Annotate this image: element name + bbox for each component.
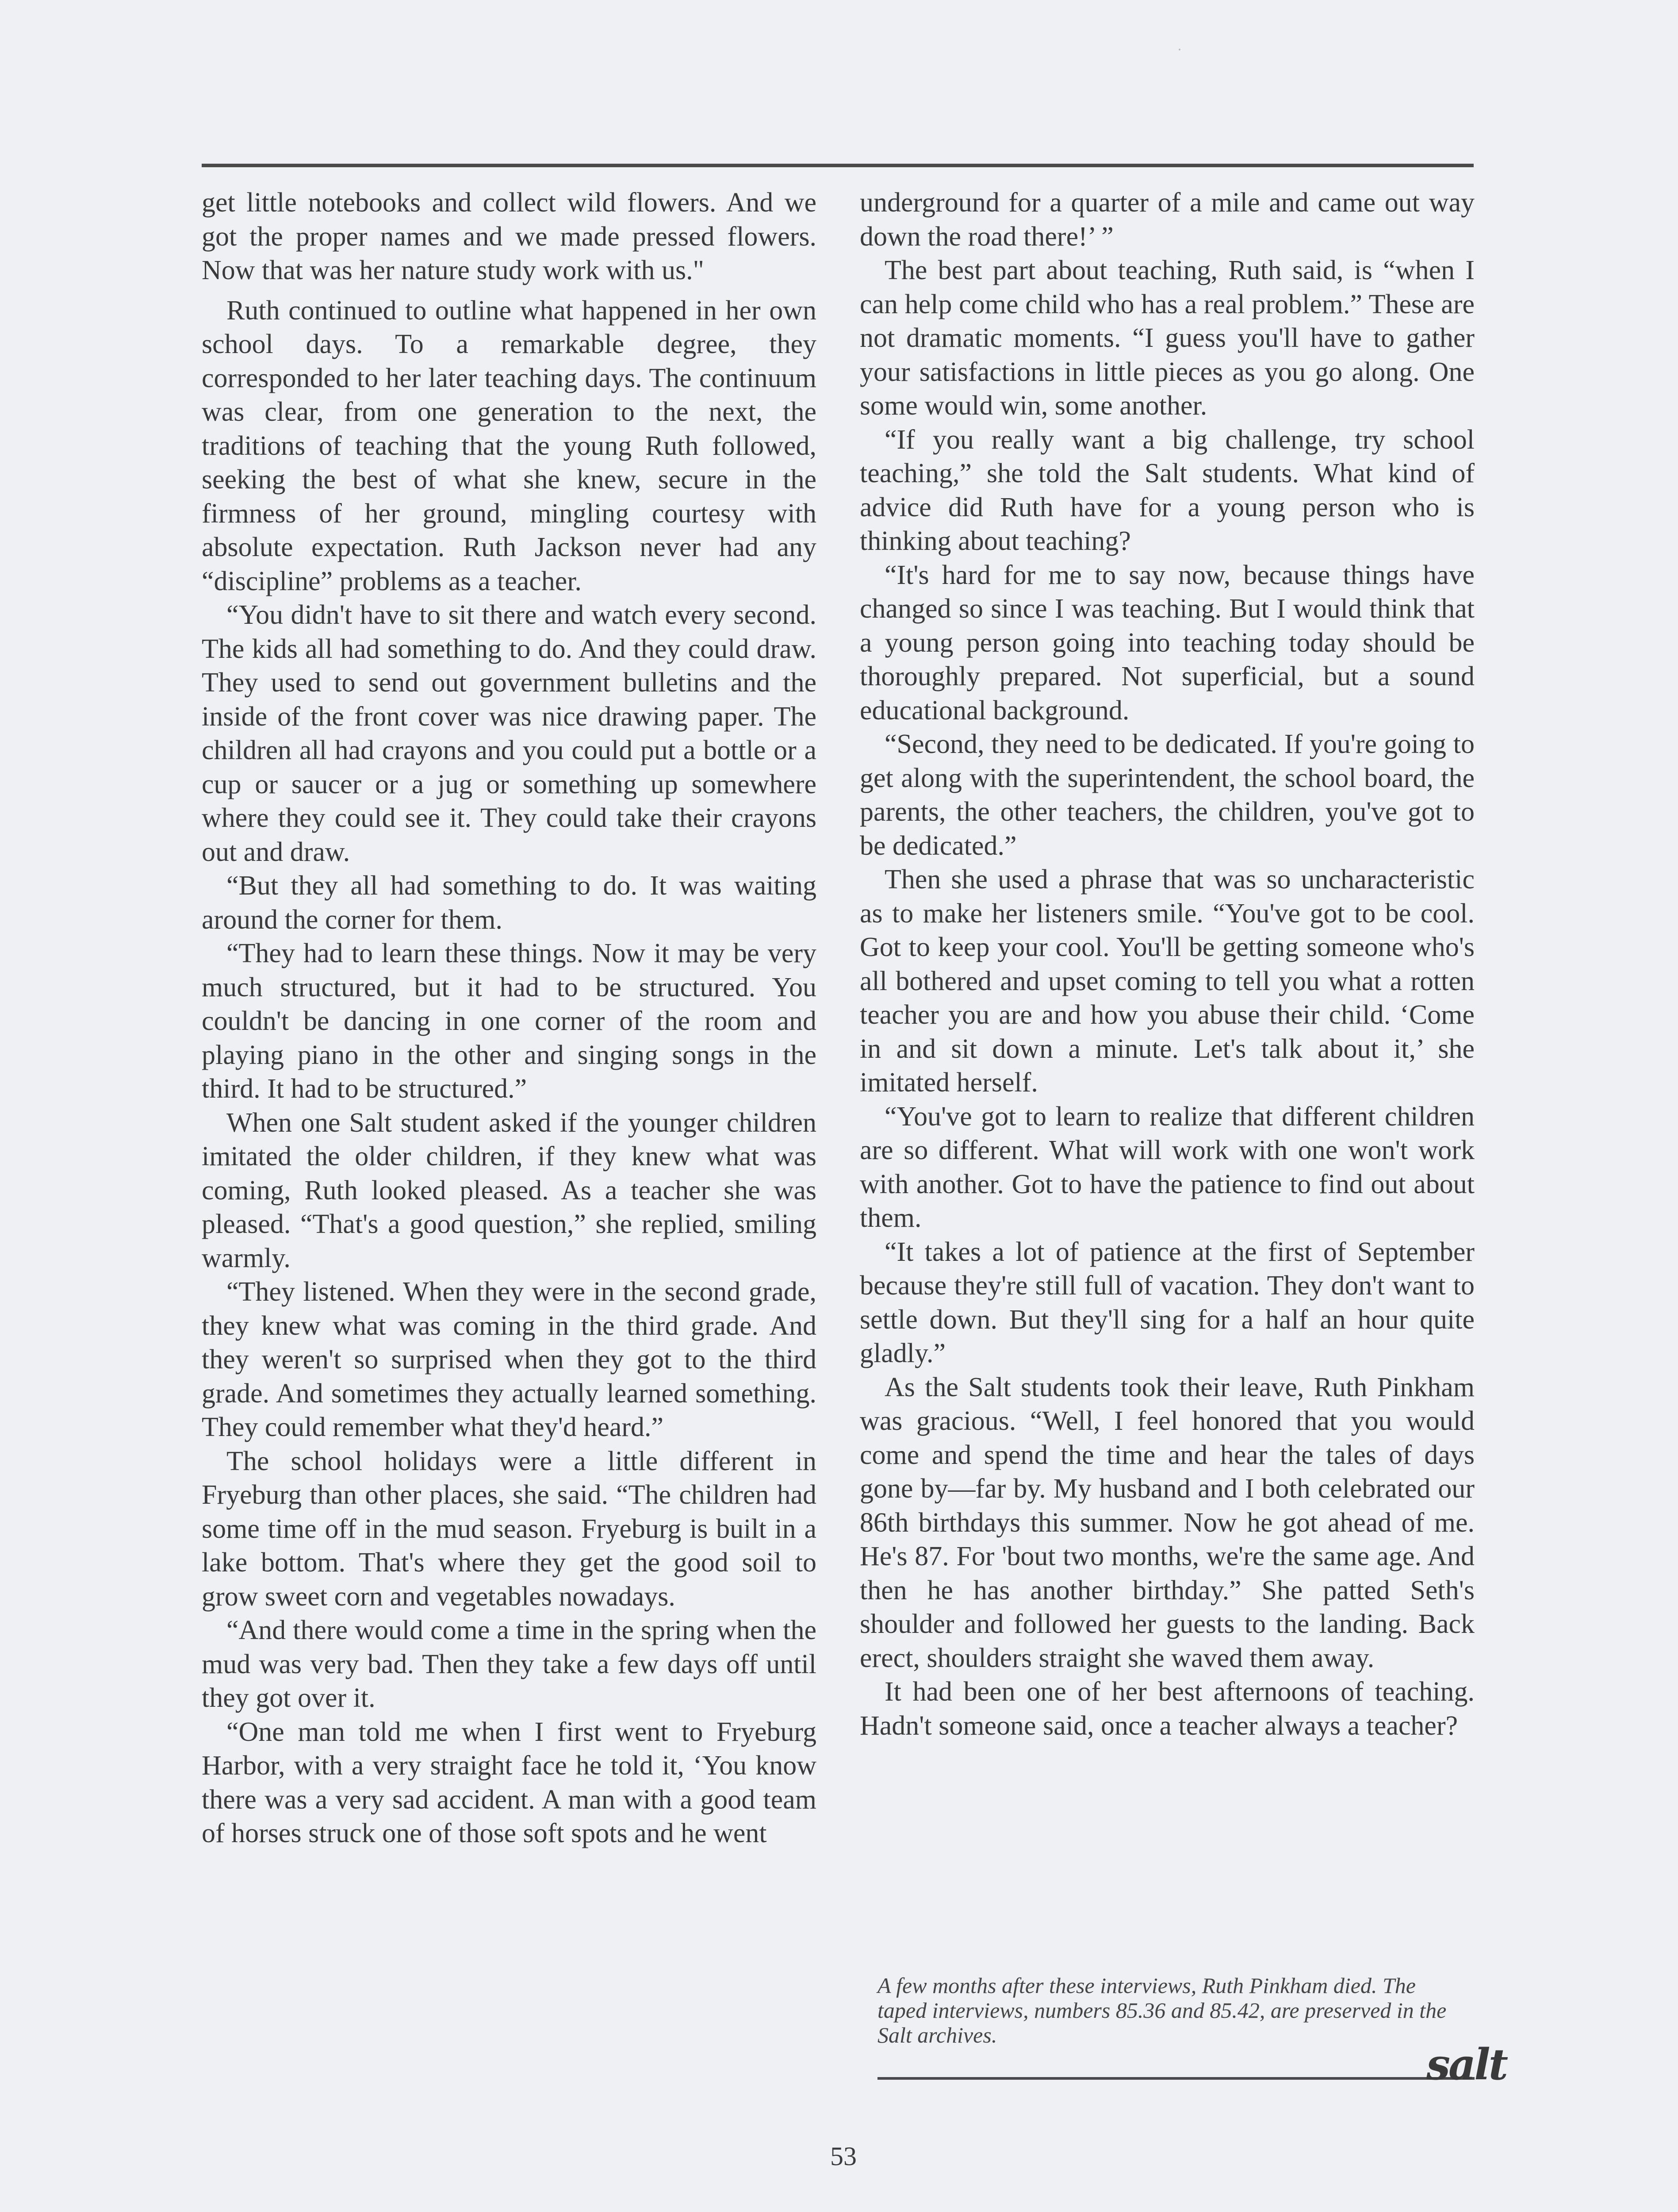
paragraph: It had been one of her best afternoons of teaching. Hadn't someone said, once a teacher always a teacher?	[860, 1677, 1475, 1741]
paragraph: “You didn't have to sit there and watch every second. The kids all had something to do. And they could draw. They used to send out government bulletins and the inside of the front cover was nice drawing paper. The children all had crayons and you could put a bottle or a cup or saucer or a jug or something up somewhere where they could see it. They could take their crayons out and draw.	[202, 600, 816, 867]
paragraph: “But they all had something to do. It was waiting around the corner for them.	[202, 871, 816, 935]
paper-speck	[1179, 49, 1180, 50]
paragraph: get little notebooks and collect wild flowers. And we got the proper names and we made pressed flowers. Now that was her nature study work with us."	[202, 188, 816, 285]
editorial-footnote: A few months after these interviews, Ruth Pinkham died. The taped interviews, numbers 85.36 and 85.42, are preserved in the Salt archives.	[877, 1973, 1447, 2047]
paragraph: Then she used a phrase that was so uncharacteristic as to make her listeners smile. “You've got to be cool. Got to keep your cool. You'll be getting someone who's all bothered and upset coming to tell you what a rotten teacher you are and how you abuse their child. ‘Come in and sit down a minute. Let's talk about it,’ she imitated herself.	[860, 864, 1475, 1098]
paragraph: “It takes a lot of patience at the first of September because they're still full of vacation. They don't want to settle down. But they'll sing for a half an hour quite gladly.”	[860, 1237, 1475, 1368]
paragraph: “If you really want a big challenge, try school teaching,” she told the Salt students. What kind of advice did Ruth have for a young person who is thinking about teaching?	[860, 424, 1475, 556]
salt-logo: salt	[1426, 2039, 1507, 2089]
paragraph: The school holidays were a little different in Fryeburg than other places, she said. “The children had some time off in the mud season. Fryeburg is built in a lake bottom. That's where they get the good soil to grow sweet corn and vegetables nowadays.	[202, 1446, 816, 1612]
paragraph: “They listened. When they were in the second grade, they knew what was coming in the third grade. And they weren't so surprised when they got to the third grade. And sometimes they actually learned something. They could remember what they'd heard.”	[202, 1277, 816, 1442]
paragraph: “One man told me when I first went to Fryeburg Harbor, with a very straight face he told it, ‘You know there was a very sad accident. A man with a good team of horses struck one of those soft spots and he went	[202, 1717, 816, 1848]
paragraph: “You've got to learn to realize that different children are so different. What will work with one won't work with another. Got to have the patience to find out about them.	[860, 1101, 1475, 1233]
paragraph: When one Salt student asked if the younger children imitated the older children, if they knew what was coming, Ruth looked pleased. As a teacher she was pleased. “That's a good question,” she replied, smiling warmly.	[202, 1107, 816, 1273]
left-column	[202, 186, 816, 1851]
right-column	[860, 186, 1475, 1743]
end-rule	[877, 2077, 1475, 2080]
paragraph: “And there would come a time in the spring when the mud was very bad. Then they take a few days off until they got over it.	[202, 1615, 816, 1713]
paragraph: The best part about teaching, Ruth said, is “when I can help come child who has a real problem.” These are not dramatic moments. “I guess you'll have to gather your satisfactions in little pieces as you go along. One some would win, some another.	[860, 255, 1475, 421]
page-number: 53	[830, 2142, 857, 2171]
paragraph: “They had to learn these things. Now it may be very much structured, but it had to be structured. You couldn't be dancing in one corner of the room and playing piano in the other and singing songs in the third. It had to be structured.”	[202, 938, 816, 1104]
top-rule	[202, 164, 1474, 167]
paragraph: “It's hard for me to say now, because things have changed so since I was teaching. But I would think that a young person going into teaching today should be thoroughly prepared. Not superficial, but a sound educational background.	[860, 560, 1475, 726]
paragraph: “Second, they need to be dedicated. If you're going to get along with the superintendent, the school board, the parents, the other teachers, the children, you've got to be dedicated.”	[860, 729, 1475, 861]
paragraph: underground for a quarter of a mile and came out way down the road there!’ ”	[860, 188, 1475, 252]
paragraph: Ruth continued to outline what happened in her own school days. To a remarkable degree, they corresponded to her later teaching days. The continuum was clear, from one generation to the next, the traditions of teaching that the young Ruth followed, seeking the best of what she knew, secure in the firmness of her ground, mingling courtesy with absolute expectation. Ruth Jackson never had any “discipline” problems as a teacher.	[202, 295, 816, 596]
paragraph: As the Salt students took their leave, Ruth Pinkham was gracious. “Well, I feel honored that you would come and spend the time and hear the tales of days gone by—far by. My husband and I both celebrated our 86th birthdays this summer. Now he got ahead of me. He's 87. For 'bout two months, we're the same age. And then he has another birthday.” She patted Seth's shoulder and followed her guests to the landing. Back erect, shoulders straight she waved them away.	[860, 1372, 1475, 1673]
